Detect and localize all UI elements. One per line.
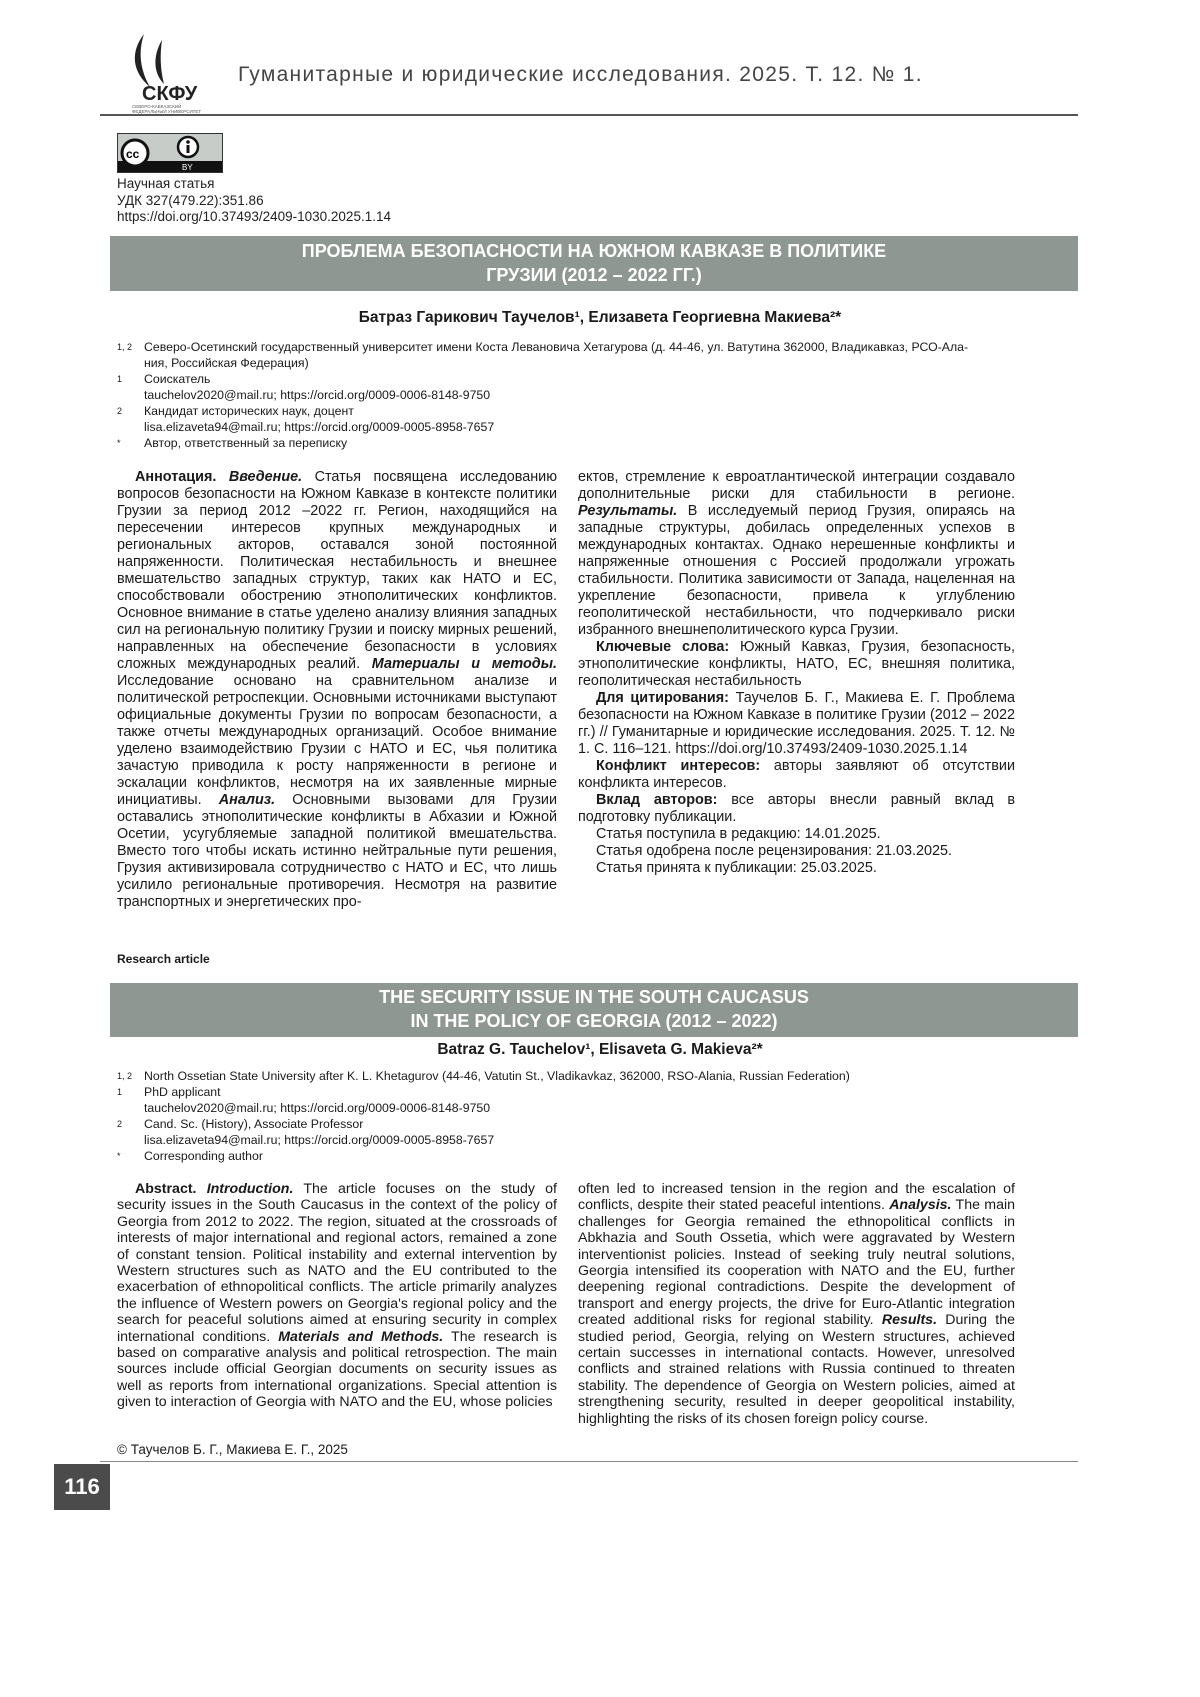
- paragraph: [117, 469, 557, 911]
- body-text: often led to increased tension in the region and the escalation of conflicts, despite their stated peaceful intentions.: [578, 1181, 1015, 1213]
- body-text: The main challenges for Georgia remained the ethnopolitical conflicts in Abkhazia and South Ossetia, which were aggravated by Western interventionist policies. Instead of seeking truly neutral solutions, Georgia intensified its cooperation with NATO and the EU, further deepening regional contradictions. Despite the development of transport and energy projects, the drive for Euro-Atlantic integration created additional risks for regional stability.: [578, 1197, 1015, 1328]
- affiliation-text: tauchelov2020@mail.ru; https://orcid.org/0009-0006-8148-9750: [144, 1100, 490, 1116]
- affiliation-text: Cand. Sc. (History), Associate Professor: [144, 1116, 363, 1132]
- affiliation-line: [117, 1148, 1017, 1164]
- body-text: Основными вызовами для Грузии оставались этнополитические конфликты в Абхазии и Южной Осетии, усугубляемые западной политикой вмешательства. Вместо того чтобы искать истинно нейтральные пути решения, Грузия активизировала сотрудничество с НАТО и ЕС, что лишь усилило региональные противоречия. Несмотря на развитие транспортных и энергетических про-: [117, 792, 557, 910]
- udk: УДК 327(479.22):351.86: [117, 193, 391, 210]
- emphasis-text: Abstract.: [135, 1181, 207, 1197]
- affiliation-line: [117, 1132, 1017, 1148]
- emphasis-text: Для цитирования:: [596, 690, 729, 706]
- affiliation-line: [117, 1084, 1017, 1100]
- affiliation-line: [117, 387, 1017, 403]
- body-text: During the studied period, Georgia, relying on Western structures, achieved certain successes in international contacts. However, unresolved conflicts and strained relations with Russia continued to threaten stability. The dependence of Georgia on Western policies, aimed at strengthening security, resulted in deeper geopolitical instability, highlighting the risks of its chosen foreign policy course.: [578, 1312, 1015, 1426]
- emphasis-text: Results.: [882, 1312, 937, 1328]
- article-page: [0, 0, 1200, 1697]
- affiliation-line: [117, 339, 1017, 355]
- affiliation-marker: 1: [117, 1084, 144, 1100]
- affiliation-text: ния, Российская Федерация): [144, 355, 309, 371]
- paragraph: [117, 1181, 557, 1411]
- svg-text:СКФУ: СКФУ: [142, 83, 198, 105]
- emphasis-text: Materials and Methods.: [278, 1329, 443, 1345]
- emphasis-text: Analysis.: [889, 1197, 951, 1213]
- affiliation-text: Северо-Осетинский государственный университет имени Коста Левановича Хетагурова (д. 44-46, ул. Ватутина 362000, Владикавказ, РСО-Ала-: [144, 339, 968, 355]
- body-text: Исследование основано на сравнительном анализе и политической ретроспекции. Основными источниками выступают официальные документы Грузии по вопросам безопасности, а также отчеты международных организаций. Особое внимание уделено взаимодействию Грузии с НАТО и ЕС, чья политика зачастую приводила к росту напряженности в регионе и эскалации конфликтов, несмотря на их заявленные мирные инициативы.: [117, 673, 557, 808]
- body-text: Статья поступила в редакцию: 14.01.2025.: [596, 826, 881, 842]
- paragraph: [578, 758, 1015, 792]
- affiliation-marker: *: [117, 1148, 144, 1164]
- affiliation-marker: 2: [117, 403, 144, 419]
- affiliation-marker: *: [117, 435, 144, 451]
- body-text: The research is based on comparative analysis and political retrospection. The main sources include official Georgian documents on security issues as well as reports from international organizations. Special attention is given to interaction of Georgia with NATO and the EU, whose policies: [117, 1329, 557, 1411]
- en-authors: Batraz G. Tauchelov¹, Elisaveta G. Makieva²*: [0, 1041, 1200, 1059]
- affiliation-marker: [117, 355, 144, 371]
- en-title-band: [110, 983, 1078, 1037]
- affiliation-text: Corresponding author: [144, 1148, 263, 1164]
- affiliation-marker: 1: [117, 371, 144, 387]
- article-meta: [117, 176, 391, 226]
- affiliation-text: PhD applicant: [144, 1084, 221, 1100]
- journal-title: Гуманитарные и юридические исследования. 2025. Т. 12. № 1.: [238, 63, 923, 87]
- header-divider: [100, 114, 1078, 116]
- emphasis-text: Вклад авторов:: [596, 792, 717, 808]
- ru-abstract-right: [578, 469, 1015, 877]
- ru-title-line-1: ПРОБЛЕМА БЕЗОПАСНОСТИ НА ЮЖНОМ КАВКАЗЕ В ПОЛИТИКЕ: [110, 239, 1078, 263]
- affiliation-line: [117, 1116, 1017, 1132]
- paragraph: [578, 826, 1015, 843]
- svg-text:cc: cc: [126, 147, 140, 161]
- affiliation-marker: 2: [117, 1116, 144, 1132]
- body-text: ектов, стремление к евроатлантической интеграции создавало дополнительные риски для стабильности в регионе.: [578, 469, 1015, 502]
- paragraph: [578, 860, 1015, 877]
- emphasis-text: Результаты.: [578, 503, 677, 519]
- en-abstract-left: [117, 1181, 557, 1411]
- page-number: 116: [54, 1464, 110, 1510]
- paragraph: [578, 792, 1015, 826]
- affiliation-text: Кандидат исторических наук, доцент: [144, 403, 354, 419]
- affiliation-marker: [117, 419, 144, 435]
- svg-text:ФЕДЕРАЛЬНЫЙ УНИВЕРСИТЕТ: ФЕДЕРАЛЬНЫЙ УНИВЕРСИТЕТ: [132, 107, 201, 114]
- body-text: все авторы внесли равный вклад в подготовку публикации.: [578, 792, 1015, 825]
- body-text: The article focuses on the study of security issues in the South Caucasus in the context of the policy of Georgia from 2012 to 2022. The region, situated at the crossroads of interests of major international and regional actors, remained a zone of constant tension. Political instability and external intervention by Western structures such as NATO and the EU contributed to the exacerbation of ethnopolitical conflicts. The article primarily analyzes the influence of Western powers on Georgia's regional policy and the search for peaceful solutions aimed at ensuring security in complex international conditions.: [117, 1181, 557, 1345]
- body-text: Статья принята к публикации: 25.03.2025.: [596, 860, 877, 876]
- affiliation-marker: [117, 387, 144, 403]
- emphasis-text: Конфликт интересов:: [596, 758, 760, 774]
- article-type: Научная статья: [117, 176, 391, 193]
- affiliation-line: [117, 403, 1017, 419]
- paragraph: [578, 1181, 1015, 1427]
- body-text: Статья одобрена после рецензирования: 21.03.2025.: [596, 843, 952, 859]
- affiliation-text: Соискатель: [144, 371, 210, 387]
- license-label: BY: [182, 163, 193, 172]
- en-abstract-right: [578, 1181, 1015, 1427]
- emphasis-text: Аннотация.: [135, 469, 229, 485]
- body-text: В исследуемый период Грузия, опираясь на западные структуры, добилась определенных успехов в международных контактах. Однако нерешенные конфликты и напряженные отношения с Россией продолжали угрожать стабильности. Политика зависимости от Запада, нацеленная на укрепление безопасности, привела к углублению геополитической нестабильности, что подчеркивало риски избранного внешнеполитического курса Грузии.: [578, 503, 1015, 638]
- affiliation-line: [117, 435, 1017, 451]
- affiliation-line: [117, 371, 1017, 387]
- copyright: © Таучелов Б. Г., Макиева Е. Г., 2025: [117, 1442, 348, 1457]
- affiliation-text: North Ossetian State University after K. L. Khetagurov (44-46, Vatutin St., Vladikavkaz, 362000, RSO-Alania, Russian Federation): [144, 1068, 850, 1084]
- research-article-label: Research article: [117, 952, 210, 966]
- affiliation-marker: [117, 1100, 144, 1116]
- footer-divider: [100, 1461, 1078, 1462]
- paragraph: [578, 639, 1015, 690]
- affiliation-text: lisa.elizaveta94@mail.ru; https://orcid.org/0009-0005-8958-7657: [144, 1132, 494, 1148]
- en-title-line-2: IN THE POLICY OF GEORGIA (2012 – 2022): [110, 1009, 1078, 1033]
- emphasis-text: Introduction.: [207, 1181, 294, 1197]
- affiliation-marker: 1, 2: [117, 1068, 144, 1084]
- affiliation-line: [117, 355, 1017, 371]
- emphasis-text: Материалы и методы.: [372, 656, 557, 672]
- paragraph: [578, 843, 1015, 860]
- body-text: Южный Кавказ, Грузия, безопасность, этнополитические конфликты, НАТО, ЕС, внешняя политика, геополитическая нестабильность: [578, 639, 1015, 689]
- ru-title-line-2: ГРУЗИИ (2012 – 2022 ГГ.): [110, 263, 1078, 287]
- affiliation-text: lisa.elizaveta94@mail.ru; https://orcid.org/0009-0005-8958-7657: [144, 419, 494, 435]
- affiliation-text: tauchelov2020@mail.ru; https://orcid.org/0009-0006-8148-9750: [144, 387, 490, 403]
- doi-link[interactable]: https://doi.org/10.37493/2409-1030.2025.1.14: [117, 209, 391, 226]
- svg-text:СЕВЕРО-КАВКАЗСКИЙ: СЕВЕРО-КАВКАЗСКИЙ: [132, 102, 181, 109]
- affiliation-line: [117, 1068, 1017, 1084]
- body-text: Таучелов Б. Г., Макиева Е. Г. Проблема безопасности на Южном Кавказе в политике Грузии (2012 – 2022 гг.) // Гуманитарные и юридические исследования. 2025. Т. 12. № 1. С. 116–121. https://doi.org/10.37493/2409-1030.2025.1.14: [578, 690, 1015, 757]
- body-text: авторы заявляют об отсутствии конфликта интересов.: [578, 758, 1015, 791]
- affiliation-line: [117, 1100, 1017, 1116]
- body-text: Статья посвящена исследованию вопросов безопасности на Южном Кавказе в контексте политики Грузии за период 2012 –2022 гг. Регион, находящийся на пересечении интересов крупных международных и региональных акторов, оставался зоной постоянной напряженности. Политическая нестабильность и внешнее вмешательство западных структур, таких как НАТО и ЕС, способствовали обострению этнополитических конфликтов. Основное внимание в статье уделено анализу влияния западных сил на региональную политику Грузии и поиску мирных решений, направленных на обеспечение безопасности в условиях сложных международных реалий.: [117, 469, 557, 672]
- ru-abstract-left: [117, 469, 557, 911]
- ru-title-band: [110, 236, 1078, 291]
- affiliation-line: [117, 419, 1017, 435]
- affiliation-text: Автор, ответственный за переписку: [144, 435, 347, 451]
- ru-affiliations: [117, 339, 1017, 451]
- en-affiliations: [117, 1068, 1017, 1164]
- affiliation-marker: 1, 2: [117, 339, 144, 355]
- emphasis-text: Анализ.: [219, 792, 275, 808]
- paragraph: [578, 469, 1015, 639]
- ru-authors: Батраз Гарикович Таучелов¹, Елизавета Георгиевна Макиева²*: [0, 309, 1200, 327]
- cc-by-license-icon: [117, 133, 223, 173]
- affiliation-marker: [117, 1132, 144, 1148]
- en-title-line-1: THE SECURITY ISSUE IN THE SOUTH CAUCASUS: [110, 985, 1078, 1009]
- university-logo: [122, 32, 217, 114]
- emphasis-text: Ключевые слова:: [596, 639, 729, 655]
- paragraph: [578, 690, 1015, 758]
- emphasis-text: Введение.: [229, 469, 302, 485]
